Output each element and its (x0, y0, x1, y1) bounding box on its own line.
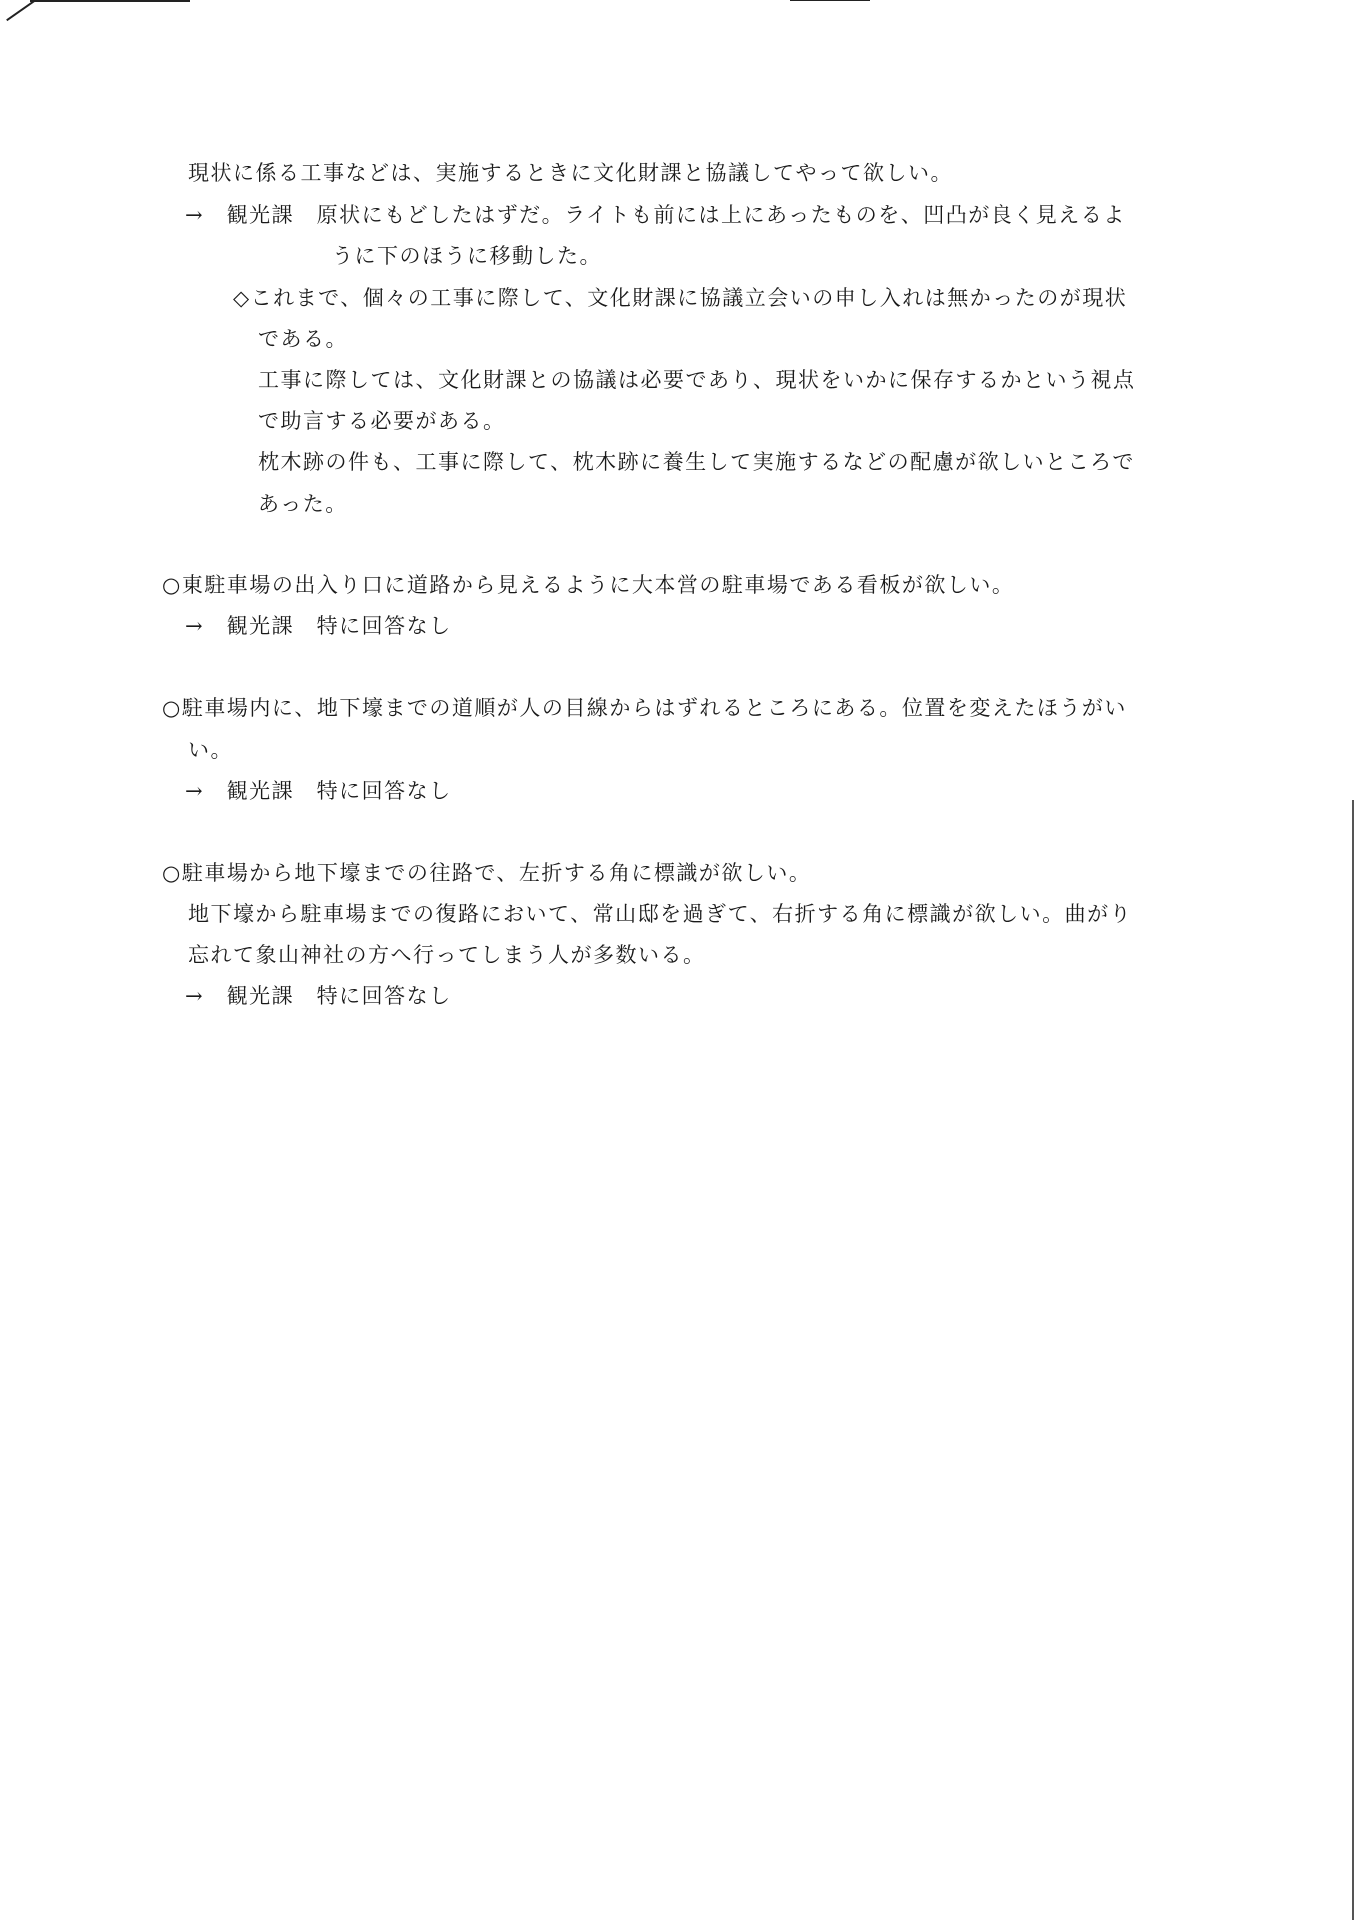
text-line-16: 地下壕から駐車場までの復路において、常山邸を過ぎて、右折する角に標識が欲しい。曲がり (188, 902, 1133, 926)
scan-mark-top-left (6, 0, 35, 21)
text-line-2: → 観光課 原状にもどしたはずだ。ライトも前には上にあったものを、凹凸が良く見えるよ (185, 203, 1126, 227)
text-line-14: → 観光課 特に回答なし (185, 779, 452, 803)
scan-edge-right (1352, 800, 1354, 1920)
text-line-3: うに下のほうに移動した。 (332, 244, 602, 268)
scan-line-top-left (30, 0, 190, 2)
text-line-9: あった。 (258, 492, 348, 516)
text-line-12: ○駐車場内に、地下壕までの道順が人の目線からはずれるところにある。位置を変えたほうがい (162, 696, 1127, 720)
text-line-1: 現状に係る工事などは、実施するときに文化財課と協議してやって欲しい。 (188, 161, 953, 185)
text-line-11: → 観光課 特に回答なし (185, 614, 452, 638)
text-line-17: 忘れて象山神社の方へ行ってしまう人が多数いる。 (188, 943, 706, 967)
text-line-18: → 観光課 特に回答なし (185, 984, 452, 1008)
text-line-7: で助言する必要がある。 (258, 409, 506, 433)
text-line-10: ○東駐車場の出入り口に道路から見えるように大本営の駐車場である看板が欲しい。 (162, 573, 1015, 597)
text-line-15: ○駐車場から地下壕までの往路で、左折する角に標識が欲しい。 (162, 861, 812, 885)
text-line-5: である。 (258, 327, 348, 351)
scan-line-top-right (790, 0, 870, 1)
text-line-8: 枕木跡の件も、工事に際して、枕木跡に養生して実施するなどの配慮が欲しいところで (258, 450, 1135, 474)
text-line-4: ◇これまで、個々の工事に際して、文化財課に協議立会いの申し入れは無かったのが現状 (233, 286, 1128, 310)
text-line-13: い。 (188, 738, 233, 762)
text-line-6: 工事に際しては、文化財課との協議は必要であり、現状をいかに保存するかという視点 (258, 368, 1136, 392)
